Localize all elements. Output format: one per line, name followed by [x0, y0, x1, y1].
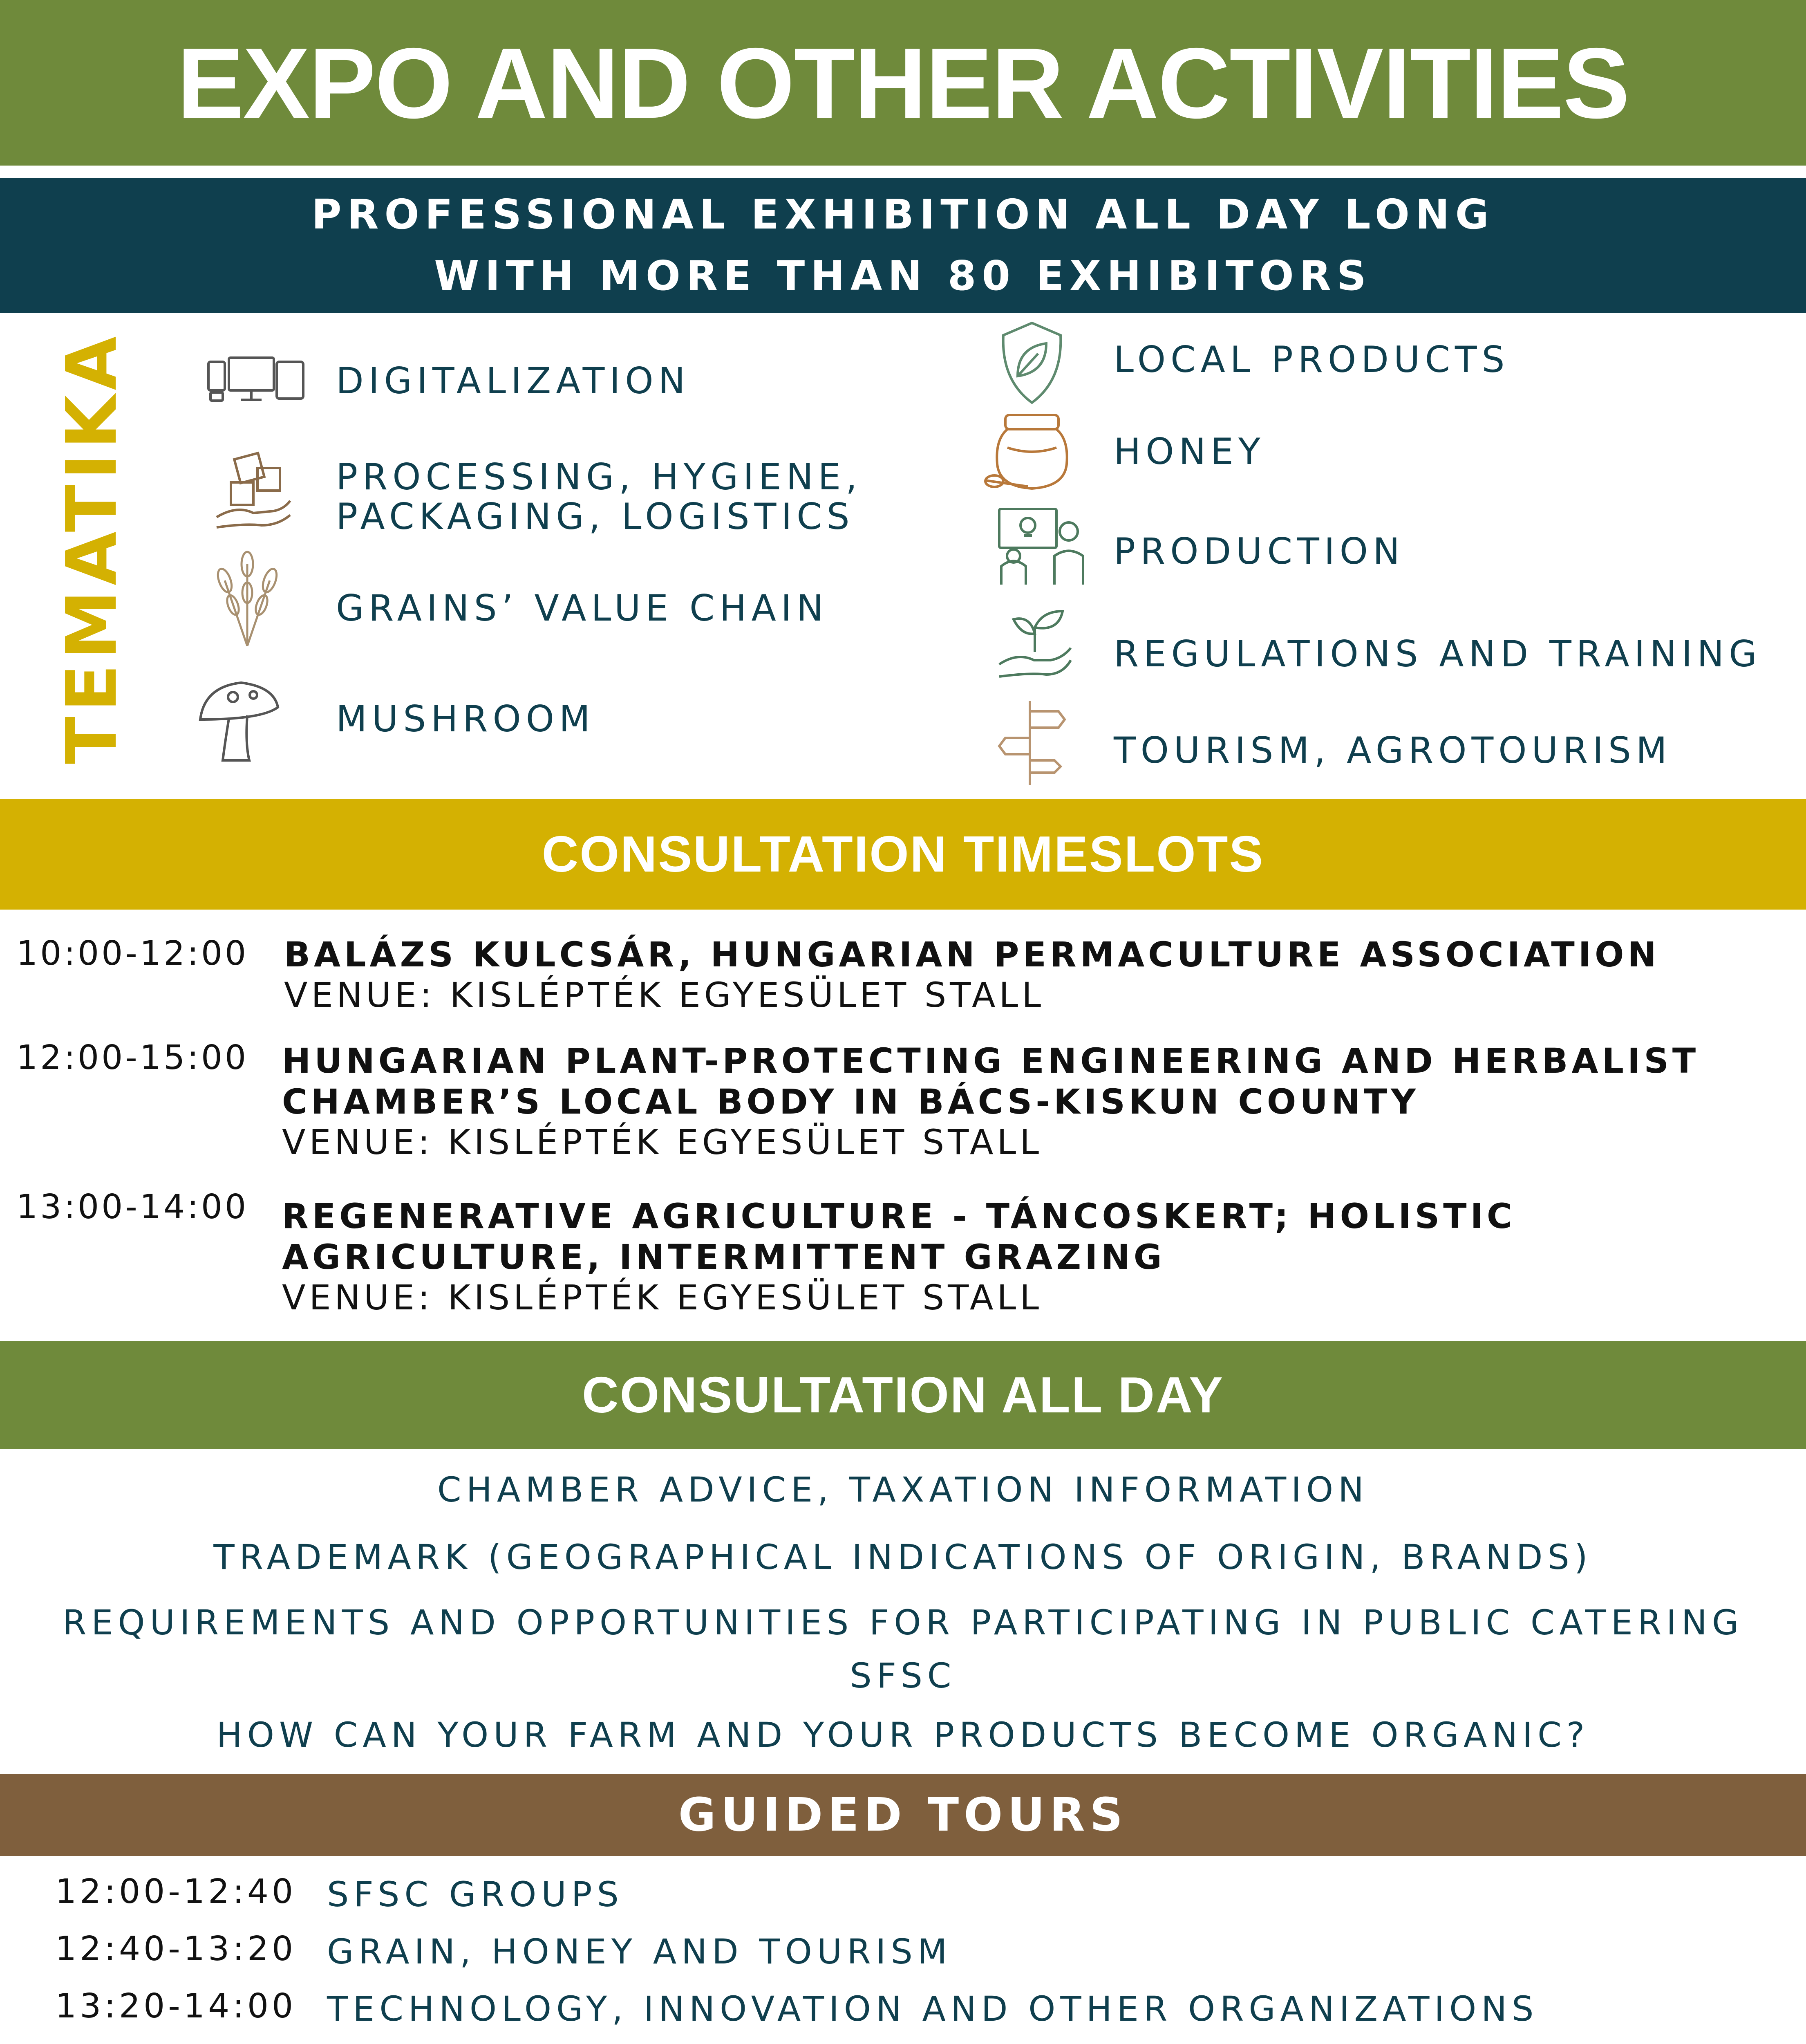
- all-day-item: HOW CAN YOUR FARM AND YOUR PRODUCTS BECOME ORGANIC?: [216, 1715, 1590, 1755]
- tour-label: SFSC GROUPS: [327, 1874, 624, 1914]
- timeslots-banner: [0, 799, 1806, 910]
- exhibition-banner: [0, 178, 1806, 313]
- theme-processing-line-1: PROCESSING, HYGIENE,: [336, 456, 862, 498]
- mushroom-icon: [196, 675, 282, 764]
- theme-mushroom: MUSHROOM: [336, 698, 595, 740]
- exhibition-line-1: PROFESSIONAL EXHIBITION ALL DAY LONG: [311, 191, 1495, 238]
- tour-time: 12:00-12:40: [55, 1872, 297, 1911]
- page-title: EXPO AND OTHER ACTIVITIES: [177, 27, 1629, 139]
- leaf-shield-icon: [997, 319, 1067, 405]
- slot-venue: VENUE: KISLÉPTÉK EGYESÜLET STALL: [284, 975, 1045, 1015]
- tour-time: 12:40-13:20: [55, 1930, 297, 1968]
- tour-time: 13:20-14:00: [55, 1987, 297, 2026]
- theme-processing-line-2: PACKAGING, LOGISTICS: [336, 495, 855, 538]
- slot-title: REGENERATIVE AGRICULTURE - TÁNCOSKERT; HOLISTIC: [282, 1196, 1516, 1236]
- slot-venue: VENUE: KISLÉPTÉK EGYESÜLET STALL: [282, 1278, 1043, 1318]
- theme-tourism: TOURISM, AGROTOURISM: [1114, 729, 1672, 771]
- theme-local-products: LOCAL PRODUCTS: [1114, 338, 1510, 381]
- theme-grains: GRAINS’ VALUE CHAIN: [336, 587, 828, 629]
- all-day-item: TRADEMARK (GEOGRAPHICAL INDICATIONS OF ORIGIN, BRANDS): [213, 1537, 1593, 1577]
- slot-time: 10:00-12:00: [16, 934, 249, 973]
- header-banner: [0, 0, 1806, 166]
- slot-title: HUNGARIAN PLANT-PROTECTING ENGINEERING AND HERBALIST: [282, 1041, 1700, 1081]
- all-day-item: CHAMBER ADVICE, TAXATION INFORMATION: [437, 1470, 1369, 1510]
- slot-title: BALÁZS KULCSÁR, HUNGARIAN PERMACULTURE ASSOCIATION: [284, 935, 1660, 975]
- tour-label: TECHNOLOGY, INNOVATION AND OTHER ORGANIZATIONS: [327, 1989, 1539, 2029]
- slot-venue: VENUE: KISLÉPTÉK EGYESÜLET STALL: [282, 1122, 1043, 1162]
- exhibition-line-2: WITH MORE THAN 80 EXHIBITORS: [434, 252, 1372, 300]
- signpost-icon: [997, 699, 1067, 787]
- hand-boxes-icon: [213, 444, 294, 531]
- all-day-heading: CONSULTATION ALL DAY: [582, 1367, 1224, 1423]
- honey-jar-icon: [983, 411, 1075, 495]
- theme-digitalization: DIGITALIZATION: [336, 360, 690, 402]
- tour-label: GRAIN, HONEY AND TOURISM: [327, 1932, 952, 1972]
- all-day-banner: [0, 1341, 1806, 1449]
- hand-sprout-icon: [997, 603, 1073, 681]
- theme-production: PRODUCTION: [1114, 530, 1405, 572]
- tours-banner: [0, 1774, 1806, 1856]
- slot-title: AGRICULTURE, INTERMITTENT GRAZING: [282, 1237, 1166, 1277]
- all-day-item: REQUIREMENTS AND OPPORTUNITIES FOR PARTICIPATING IN PUBLIC CATERING: [62, 1602, 1744, 1643]
- timeslots-heading: CONSULTATION TIMESLOTS: [542, 826, 1264, 883]
- header-divider: [0, 166, 1806, 178]
- devices-icon: [206, 356, 309, 405]
- slot-time: 13:00-14:00: [16, 1188, 249, 1226]
- slot-time: 12:00-15:00: [16, 1038, 249, 1077]
- wheat-icon: [200, 548, 294, 650]
- all-day-item: SFSC: [850, 1656, 956, 1696]
- tours-heading: GUIDED TOURS: [678, 1788, 1128, 1842]
- tematika-label: TEMATIKA: [51, 331, 132, 764]
- theme-regulations: REGULATIONS AND TRAINING: [1114, 633, 1762, 675]
- presentation-icon: [997, 507, 1085, 589]
- theme-honey: HONEY: [1114, 430, 1265, 473]
- slot-title: CHAMBER’S LOCAL BODY IN BÁCS-KISKUN COUNTY: [282, 1082, 1420, 1122]
